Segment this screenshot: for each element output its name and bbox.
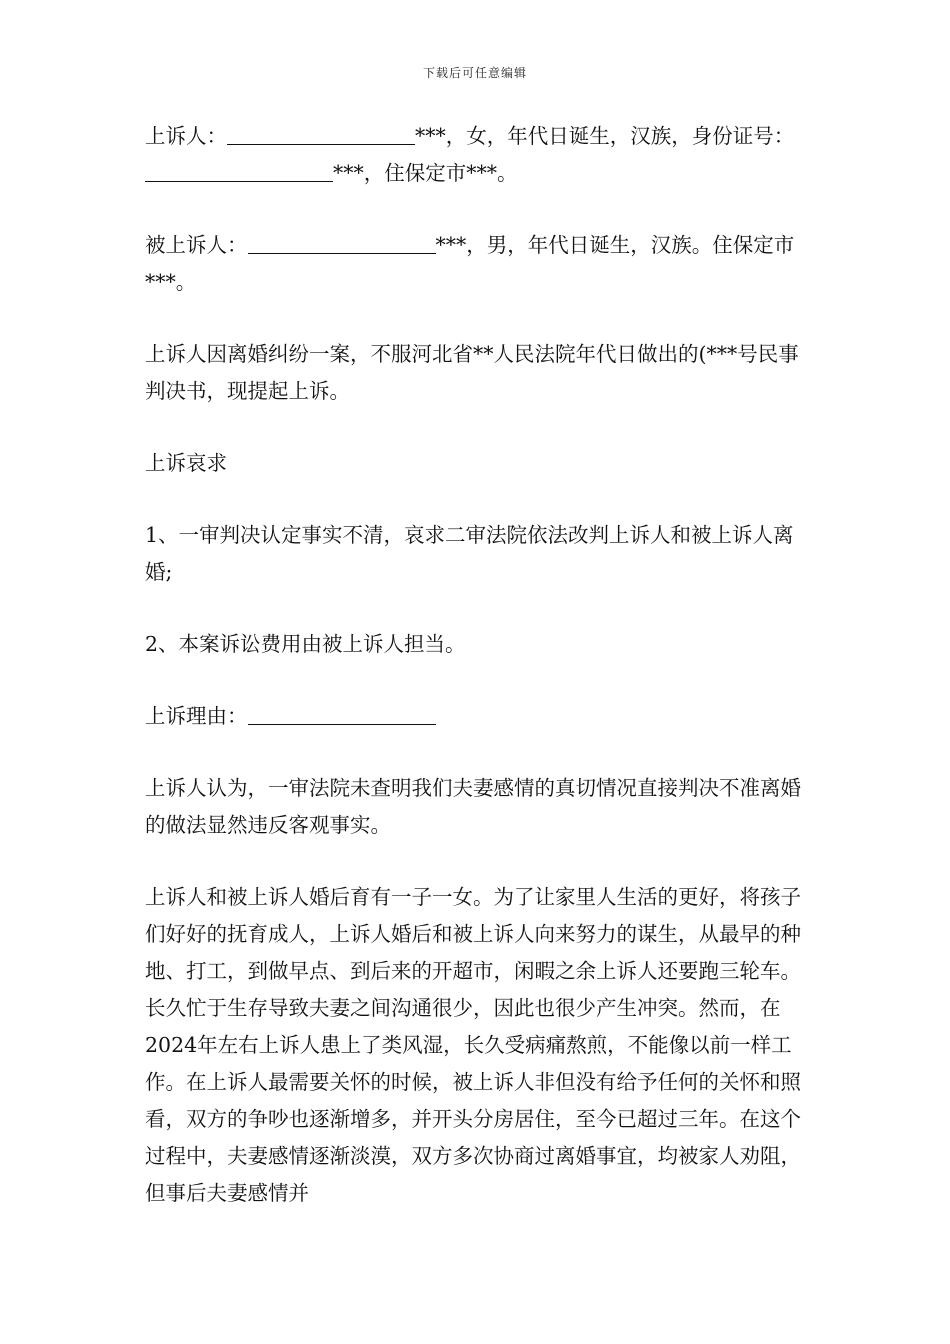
claim-item-2: 2、本案诉讼费用由被上诉人担当。 bbox=[145, 632, 466, 656]
appellee-blank-line bbox=[248, 231, 436, 254]
id-blank-line bbox=[145, 159, 333, 182]
page-header: 下载后可任意编辑 bbox=[422, 66, 527, 80]
reason-paragraph-1: 上诉人认为，一审法院未查明我们夫妻感情的真切情况直接判决不准离婚的做法显然违反客观事实。 bbox=[145, 776, 801, 837]
reasons-heading bbox=[145, 698, 815, 735]
reasons-label: 上诉理由： bbox=[145, 704, 248, 728]
reason-paragraph-2: 上诉人和被上诉人婚后育有一子一女。为了让家里人生活的更好，将孩子们好好的抚育成人，上诉人婚后和被上诉人向来努力的谋生，从最早的种地、打工，到做早点、到后来的开超市，闲暇之余上诉人还要跑三轮车。长久忙于生存导致夫妻之间沟通很少，因此也很少产生冲突。然而，在2024年左右上诉人患上了类风湿，长久受病痛熬煎，不能像以前一样工作。在上诉人最需要关怀的时候，被上诉人非但没有给予任何的关怀和照看，双方的争吵也逐渐增多，并开头分房居住，至今已超过三年。在这个过程中，夫妻感情逐渐淡漠，双方多次协商过离婚事宜，均被家人劝阻，但事后夫妻感情并 bbox=[145, 885, 801, 1205]
appellee-paragraph bbox=[145, 227, 815, 301]
reasons-blank-line bbox=[248, 702, 436, 725]
appellant-label: 上诉人： bbox=[145, 124, 227, 148]
appellant-address: ***，住保定市***。 bbox=[333, 161, 518, 185]
document-body bbox=[145, 118, 815, 1247]
appellee-details: ***，男，年代日诞生，汉族。住保定市***。 bbox=[145, 233, 795, 294]
claims-heading: 上诉哀求 bbox=[145, 451, 227, 475]
intro-paragraph: 上诉人因离婚纠纷一案，不服河北省**人民法院年代日做出的(***号民事判决书，现提起上诉。 bbox=[145, 342, 799, 403]
appellant-paragraph bbox=[145, 118, 815, 192]
claim-item-1: 1、一审判决认定事实不清，哀求二审法院依法改判上诉人和被上诉人离婚; bbox=[145, 523, 794, 584]
appellee-label: 被上诉人： bbox=[145, 233, 248, 257]
name-blank-line bbox=[227, 122, 415, 145]
appellant-details: ***，女，年代日诞生，汉族，身份证号： bbox=[415, 124, 795, 148]
